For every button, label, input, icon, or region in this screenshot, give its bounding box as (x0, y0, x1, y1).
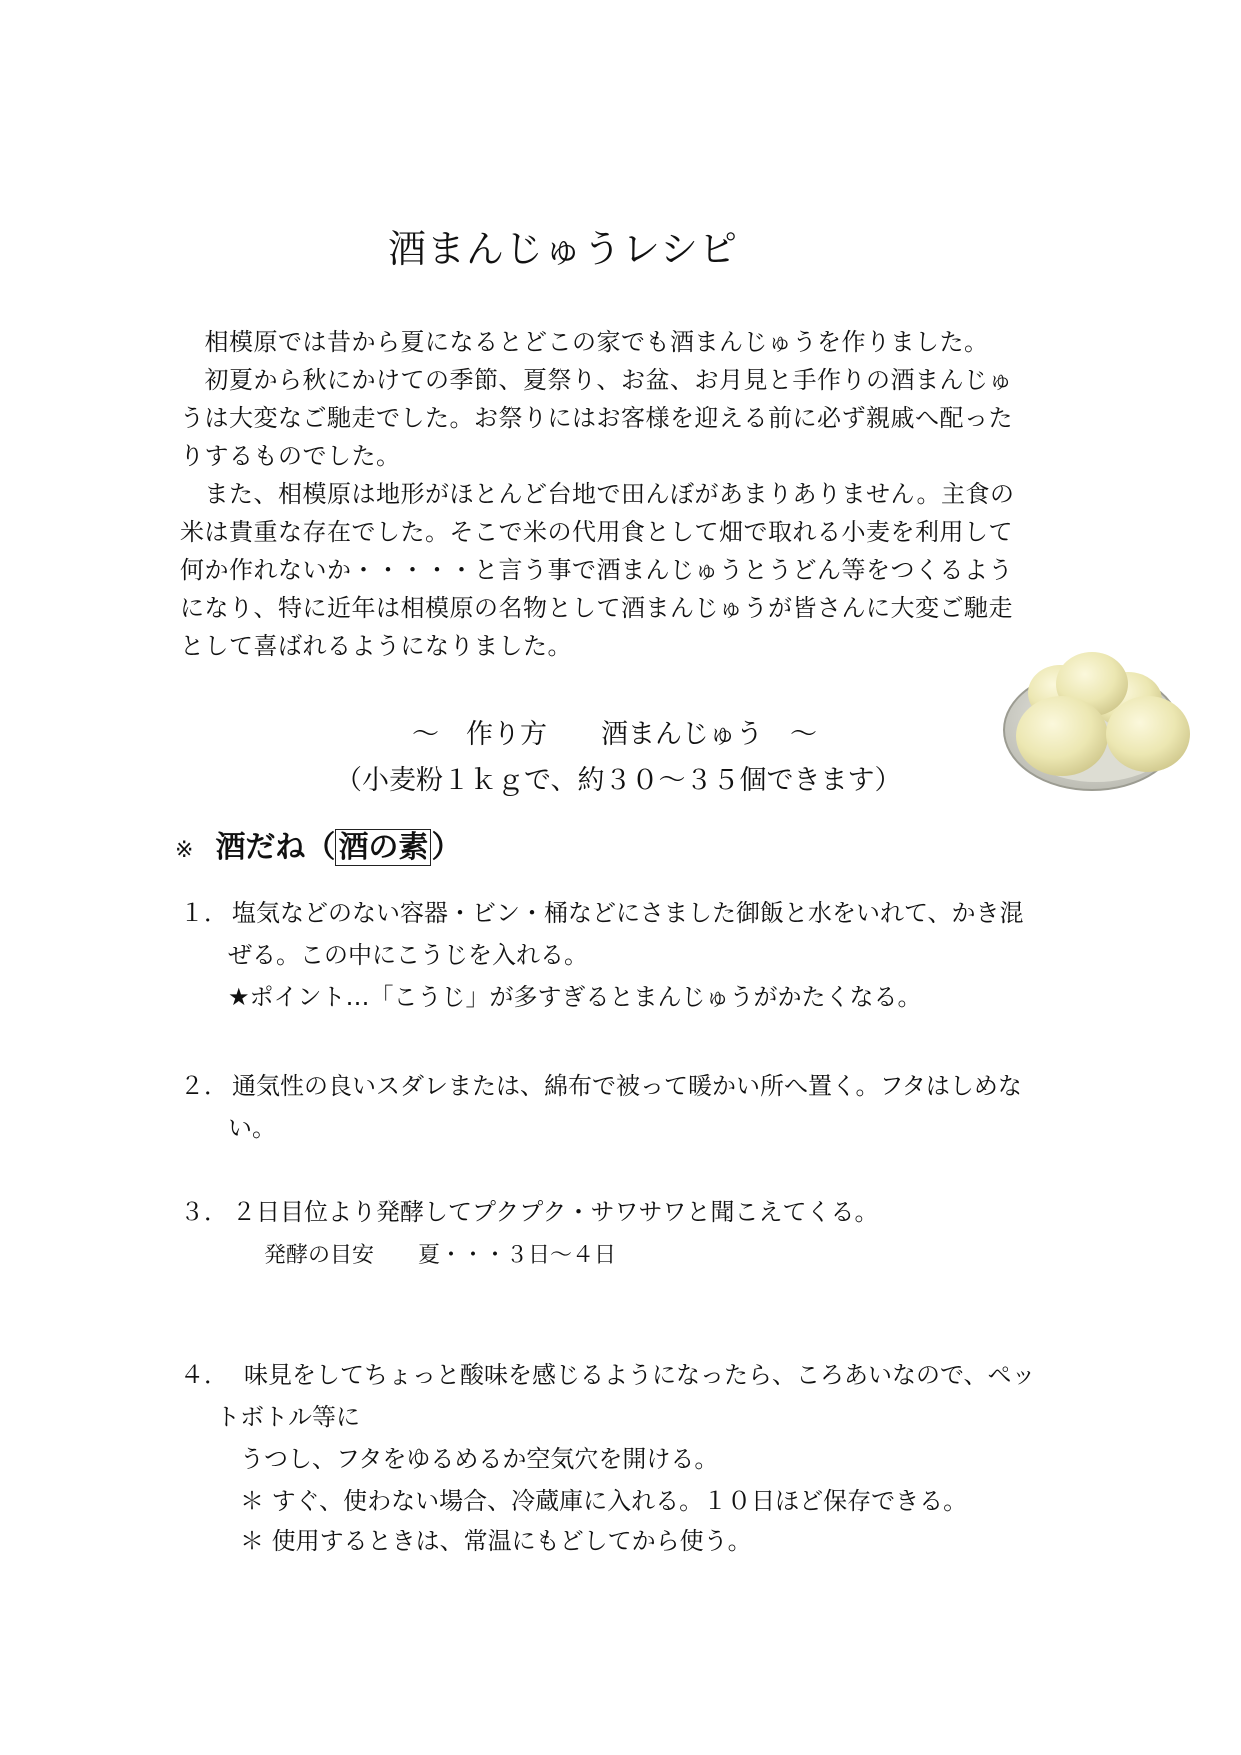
method-subtitle: （小麦粉１ｋｇで、約３０～３５個できます） (335, 765, 902, 796)
step-1 (180, 893, 1024, 928)
intro-line: 何か作れないか・・・・・と言う事で酒まんじゅうとうどん等をつくるよう (180, 556, 1013, 584)
step-number: ４． (180, 1361, 228, 1389)
page-title: 酒まんじゅうレシピ (388, 227, 739, 271)
step-note: ＊ すぐ、使わない場合、冷蔵庫に入れる。１０日ほど保存できる。 (240, 1487, 968, 1515)
method-title: ～ 作り方 酒まんじゅう ～ (412, 719, 817, 750)
boxed-term: 酒の素 (335, 829, 431, 866)
intro-line: りするものでした。 (180, 442, 401, 470)
step-text: 塩気などのない容器・ビン・桶などにさました御飯と水をいれて、かき混 (232, 899, 1024, 927)
intro-line: になり、特に近年は相模原の名物として酒まんじゅうが皆さんに大変ご馳走 (180, 594, 1013, 622)
step-text: ぜる。この中にこうじを入れる。 (228, 941, 588, 969)
step-text: 味見をしてちょっと酸味を感じるようになったら、ころあいなので、ペッ (244, 1361, 1036, 1389)
reference-mark: ※ (175, 838, 194, 863)
step-text: ２日目位より発酵してプクプク・サワサワと聞こえてくる。 (232, 1198, 879, 1226)
step-point: ★ポイント…「こうじ」が多すぎるとまんじゅうがかたくなる。 (228, 983, 922, 1011)
intro-line: として喜ばれるようになりました。 (180, 632, 572, 660)
intro-line: 初夏から秋にかけての季節、夏祭り、お盆、お月見と手作りの酒まんじゅ (180, 366, 1013, 394)
step-4 (180, 1355, 1036, 1390)
step-text: トボトル等に (216, 1403, 360, 1431)
step-2 (180, 1066, 1022, 1101)
intro-line: また、相模原は地形がほとんど台地で田んぼがあまりありません。主食の (180, 480, 1015, 508)
step-number: ２． (180, 1072, 228, 1100)
step-number: ３． (180, 1198, 228, 1226)
intro-line: うは大変なご馳走でした。お祭りにはお客様を迎える前に必ず親戚へ配った (180, 404, 1013, 432)
step-number: １． (180, 899, 228, 927)
section-heading: ※ 酒だね（ 酒の素 ） (175, 830, 462, 865)
step-text: 通気性の良いスダレまたは、綿布で被って暖かい所へ置く。フタはしめな (232, 1072, 1022, 1100)
manju-photo (1000, 648, 1192, 796)
step-text: うつし、フタをゆるめるか空気穴を開ける。 (240, 1445, 719, 1473)
intro-line: 相模原では昔から夏になるとどこの家でも酒まんじゅうを作りました。 (180, 328, 989, 356)
intro-line: 米は貴重な存在でした。そこで米の代用食として畑で取れる小麦を利用して (180, 518, 1013, 546)
step-3 (180, 1192, 879, 1227)
step-note: ＊ 使用するときは、常温にもどしてから使う。 (240, 1527, 752, 1555)
fermentation-guide: 発酵の目安 夏・・・３日～４日 (264, 1243, 617, 1268)
step-text: い。 (228, 1114, 276, 1142)
